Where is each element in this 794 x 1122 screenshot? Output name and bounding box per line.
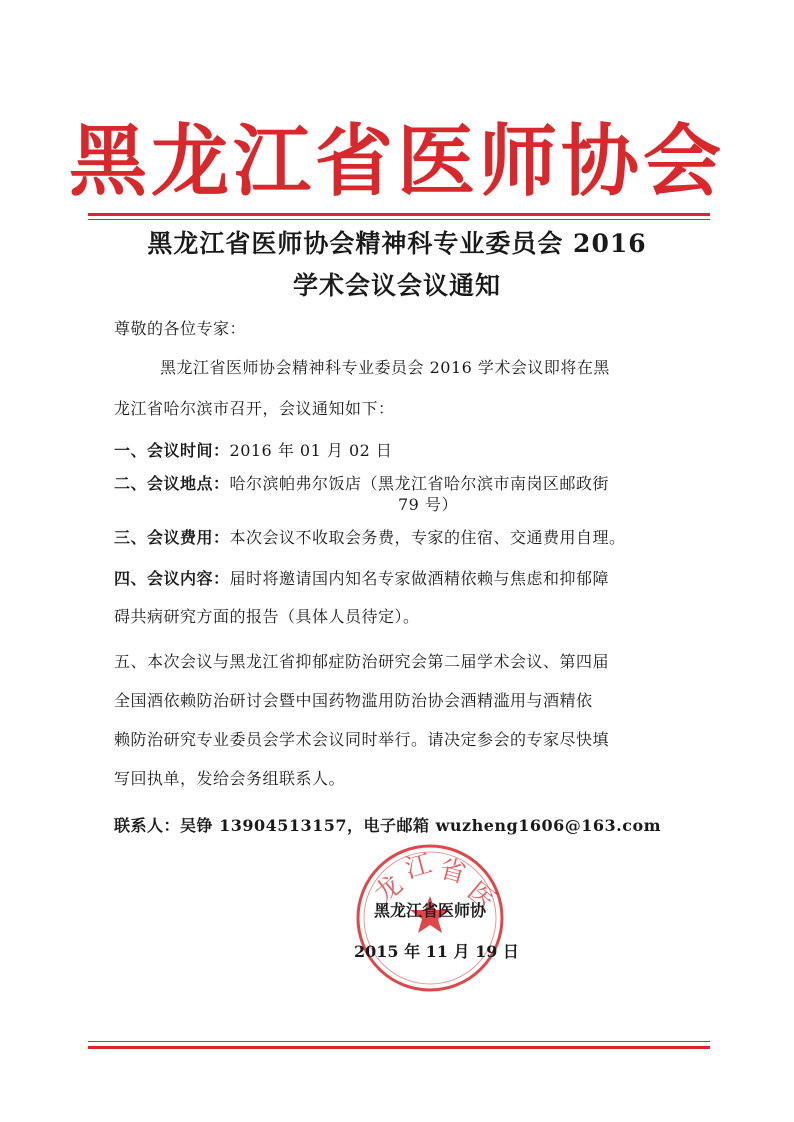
header-divider-thick <box>88 213 710 216</box>
item-time-text: 2016 年 01 月 02 日 <box>229 441 393 460</box>
item-five-line-3: 赖防治研究专业委员会学术会议同时举行。请决定参会的专家尽快填 <box>114 730 610 749</box>
item-fee <box>114 527 626 549</box>
svg-text:龙: 龙 <box>369 869 409 910</box>
header-divider-thin <box>88 219 710 220</box>
item-content-label: 四、会议内容： <box>114 569 230 588</box>
item-content <box>114 568 609 590</box>
item-fee-text: 本次会议不收取会务费，专家的住宿、交通费用自理。 <box>229 528 626 547</box>
item-time-label: 一、会议时间： <box>114 441 230 460</box>
intro-line-1: 黑龙江省医师协会精神科专业委员会 2016 学术会议即将在黑 <box>160 358 610 377</box>
svg-text:医: 医 <box>461 876 501 917</box>
contact-line: 联系人：吴铮 13904513157，电子邮箱 wuzheng1606@163.com <box>114 816 662 835</box>
item-five-line-4: 写回执单，发给会务组联系人。 <box>114 769 346 788</box>
item-time <box>114 440 392 462</box>
notice-title-line1: 黑龙江省医师协会精神科专业委员会 2016 <box>147 229 647 258</box>
intro-line-2: 龙江省哈尔滨市召开，会议通知如下： <box>114 399 395 418</box>
salutation: 尊敬的各位专家： <box>114 319 247 338</box>
footer-divider-thin <box>88 1041 710 1042</box>
item-venue-text: 哈尔滨帕弗尔饭店（黑龙江省哈尔滨市南岗区邮政街 <box>229 474 610 493</box>
item-fee-label: 三、会议费用： <box>114 528 230 547</box>
item-five-line-2: 全国酒依赖防治研讨会暨中国药物滥用防治协会酒精滥用与酒精依 <box>114 691 593 710</box>
footer-divider-thick <box>88 1046 710 1049</box>
notice-title-line2: 学术会议会议通知 <box>292 271 501 300</box>
letterhead-org-name: 黑龙江省医师协会 <box>68 117 725 207</box>
svg-text:江: 江 <box>402 849 435 885</box>
item-venue-label: 二、会议地点： <box>114 474 230 493</box>
signature-org: 黑龙江省医师协 <box>374 901 487 920</box>
item-five-line-1: 五、本次会议与黑龙江省抑郁症防治研究会第二届学术会议、第四届 <box>114 652 610 671</box>
item-content-text: 届时将邀请国内知名专家做酒精依赖与焦虑和抑郁障 <box>229 569 610 588</box>
svg-text:省: 省 <box>436 853 470 890</box>
item-venue-cont: 79 号） <box>398 495 458 514</box>
item-venue <box>114 473 609 495</box>
signature-date: 2015 年 11 月 19 日 <box>354 942 519 961</box>
item-content-cont: 碍共病研究方面的报告（具体人员待定）。 <box>114 607 420 626</box>
